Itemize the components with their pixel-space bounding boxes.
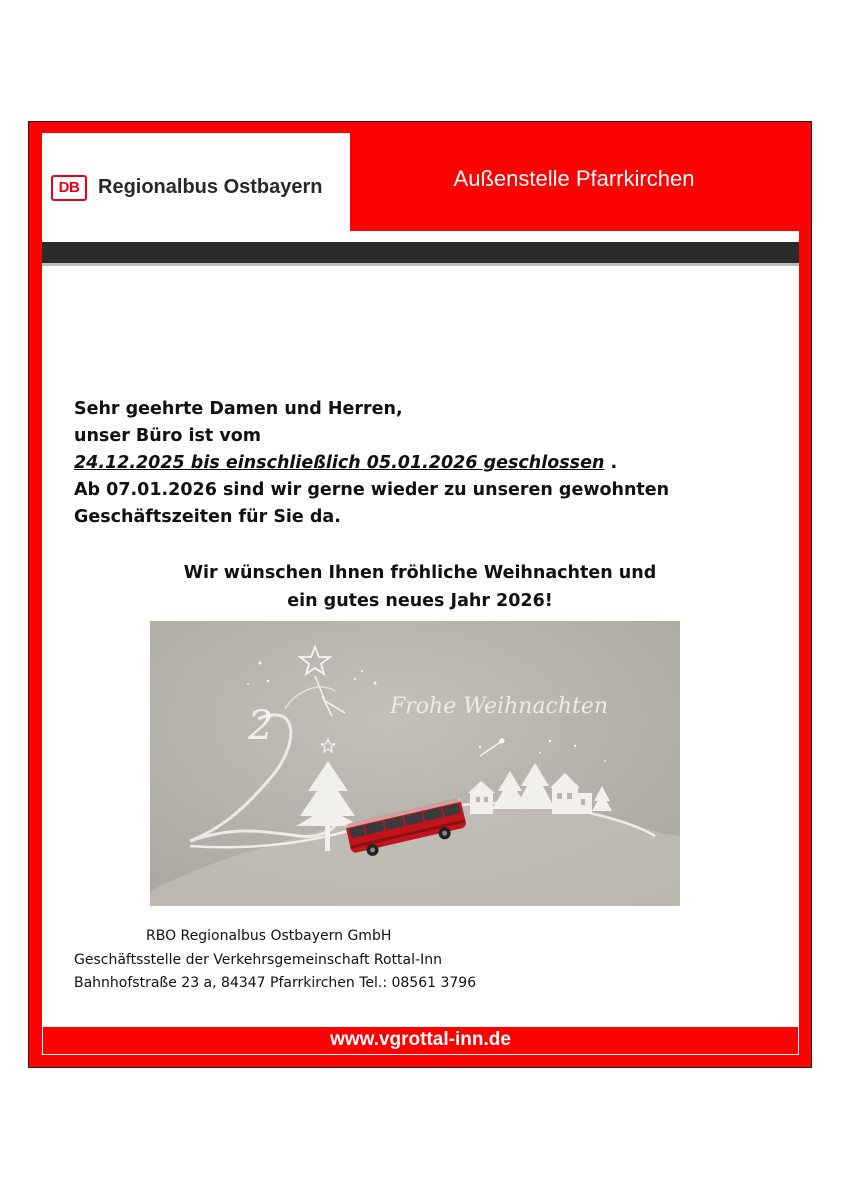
db-logo — [51, 175, 87, 201]
logo-panel — [42, 133, 350, 231]
company-address — [74, 925, 476, 996]
card-greeting: Frohe Weihnachten — [390, 694, 609, 719]
office-title: Außenstelle Pfarrkirchen — [453, 166, 695, 191]
closed-period-suffix: . — [604, 453, 618, 473]
website-link[interactable]: www.vgrottal-inn.de — [330, 1029, 511, 1050]
reopening-line: Ab 07.01.2026 sind wir gerne wieder zu unseren gewohnten — [74, 480, 670, 500]
business-hours-line: Geschäftszeiten für Sie da. — [74, 507, 341, 527]
wish-line-2: ein gutes neues Jahr 2026! — [287, 591, 553, 611]
company-name: RBO Regionalbus Ostbayern GmbH — [146, 928, 392, 944]
office-name: Geschäftsstelle der Verkehrsgemeinschaft Rottal-Inn — [74, 951, 442, 968]
db-logo-text: DB — [53, 177, 85, 199]
closed-period: 24.12.2025 bis einschließlich 05.01.2026 geschlossen — [74, 453, 605, 473]
wish-line-1: Wir wünschen Ihnen fröhliche Weihnachten und — [183, 563, 657, 583]
brand-name: Regionalbus Ostbayern — [98, 176, 323, 198]
notice-line: unser Büro ist vom — [74, 426, 262, 446]
street-and-phone: Bahnhofstraße 23 a, 84347 Pfarrkirchen Tel.: 08561 3796 — [74, 975, 477, 991]
holiday-wishes — [60, 559, 780, 615]
christmas-card-image — [150, 621, 680, 906]
card-number: 2 — [248, 703, 274, 749]
closure-notice — [74, 396, 669, 531]
salutation: Sehr geehrte Damen und Herren, — [74, 399, 403, 419]
header-divider-bar — [42, 242, 799, 266]
closed-period-line — [74, 450, 669, 477]
